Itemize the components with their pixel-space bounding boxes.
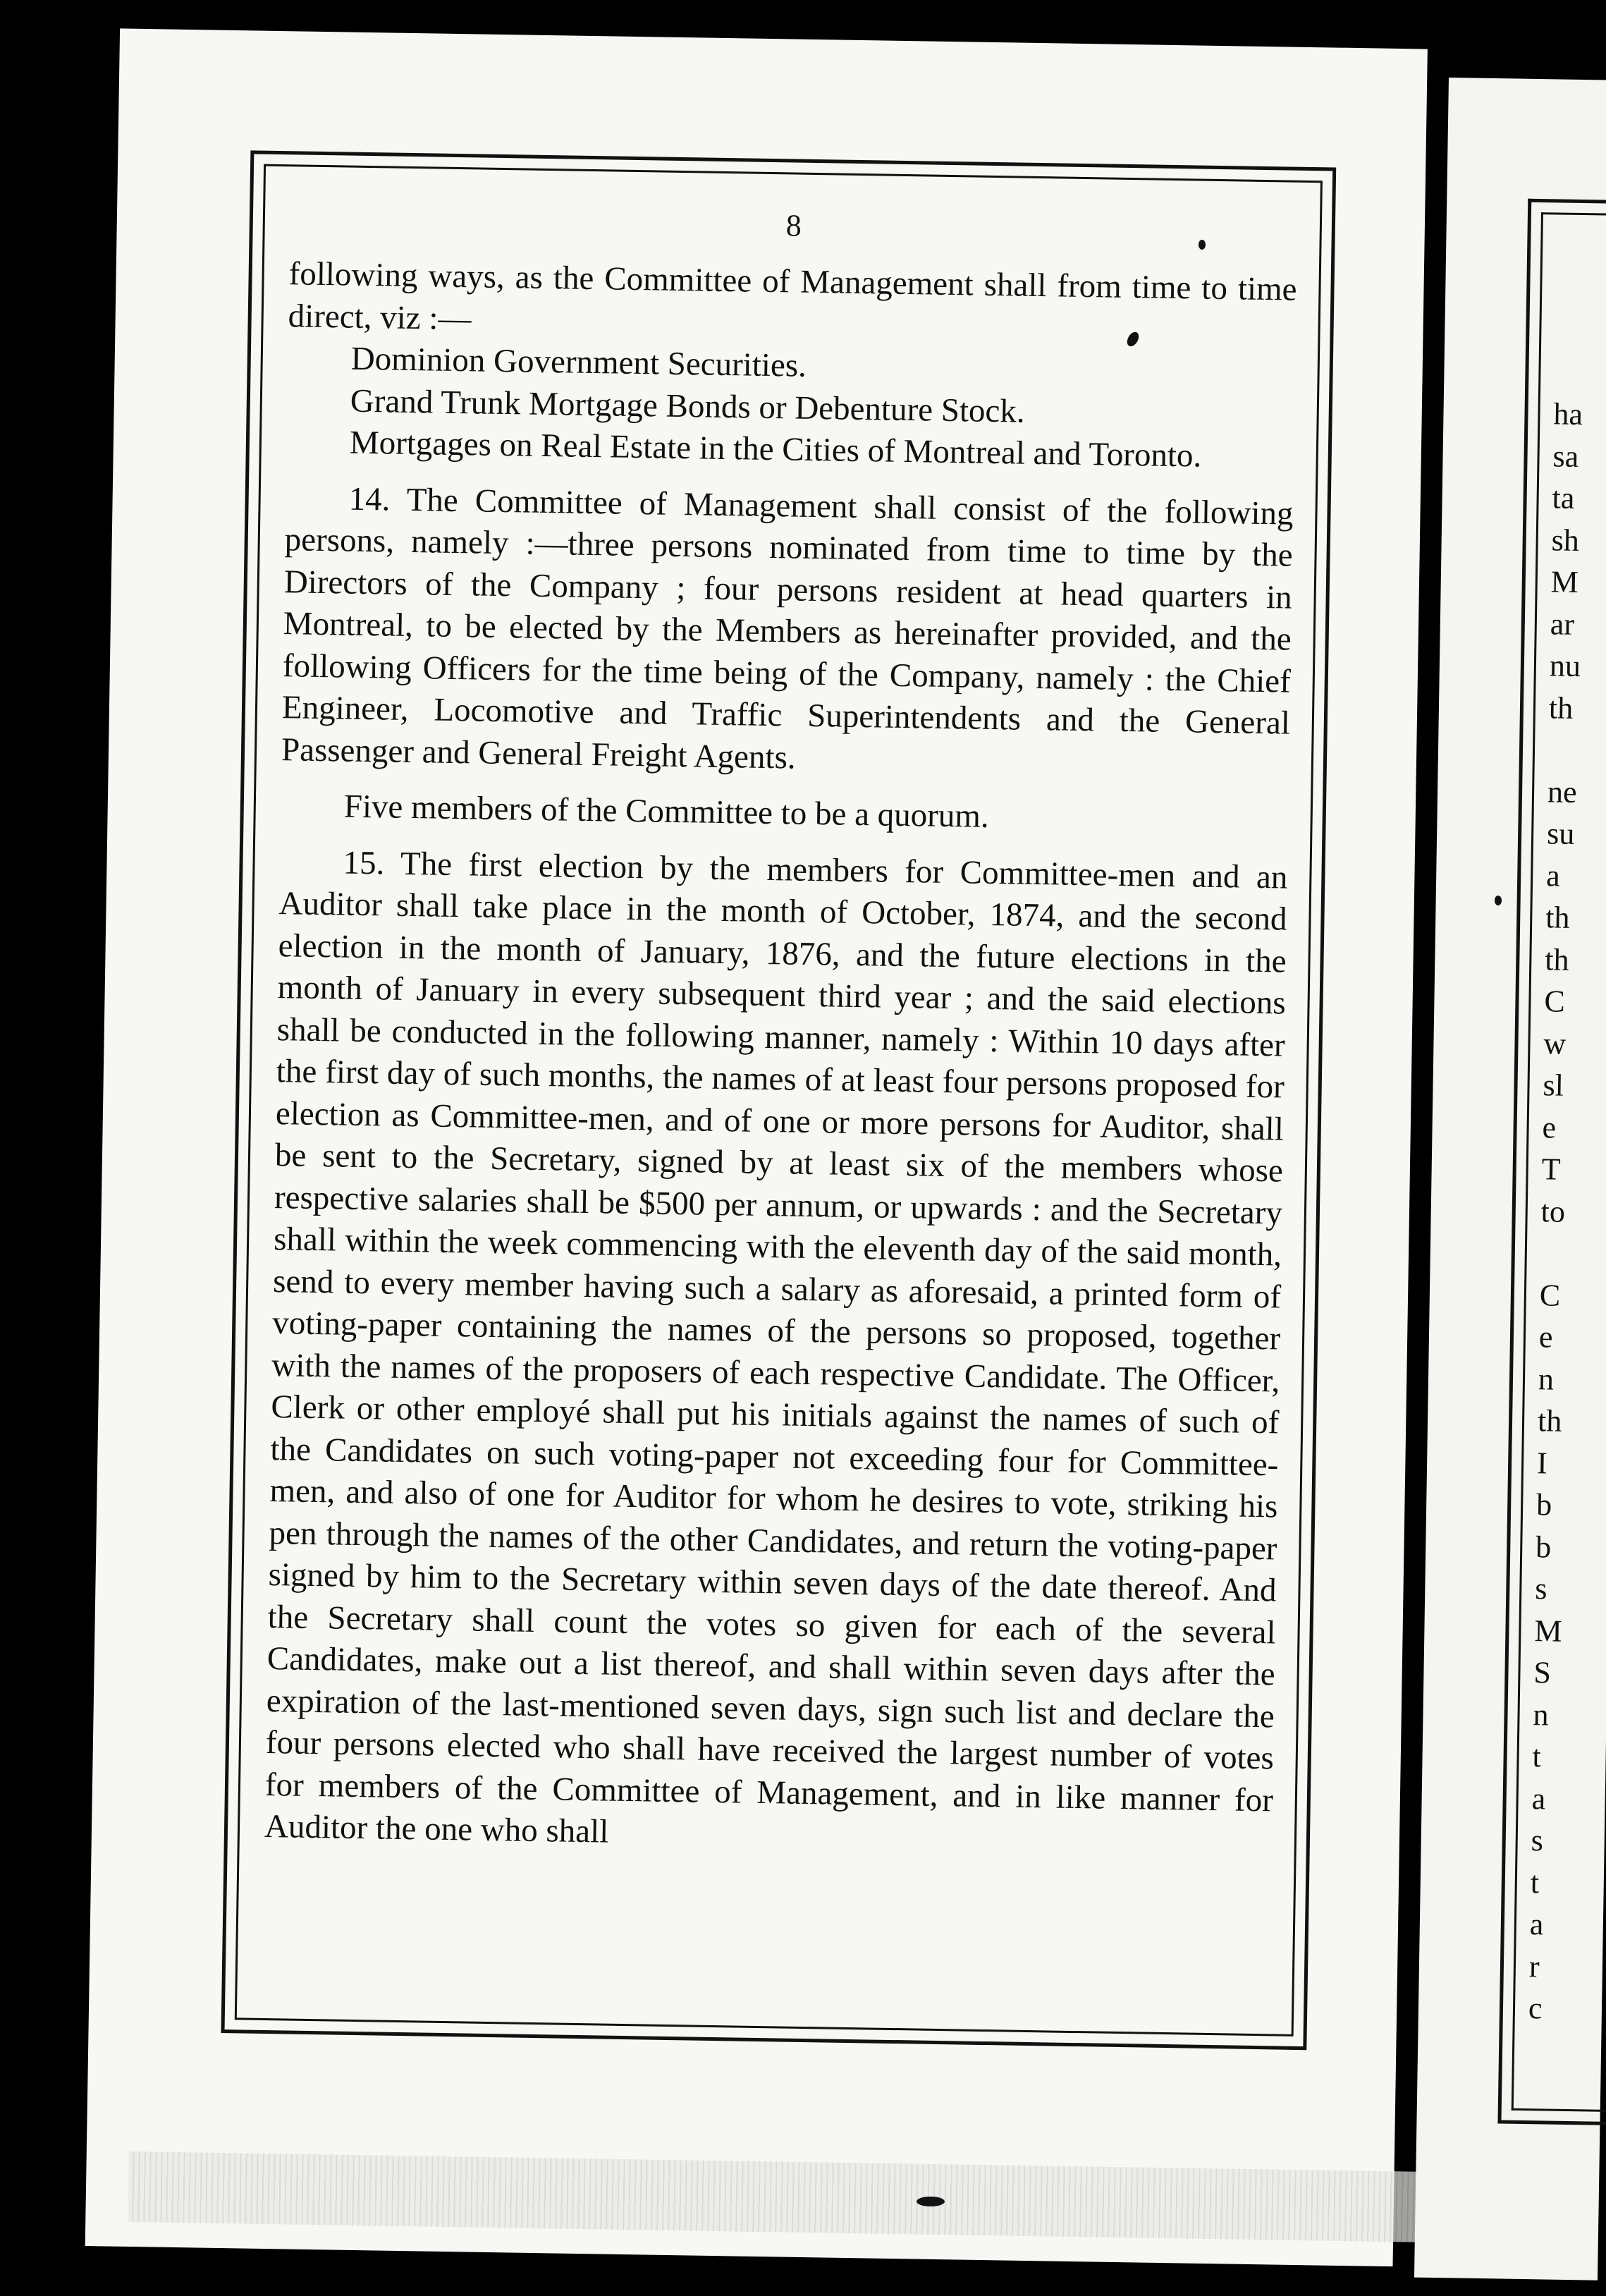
paragraph-list bbox=[264, 253, 1297, 1864]
adjacent-line-fragment: nu bbox=[1549, 648, 1581, 684]
adjacent-line-fragment: a bbox=[1531, 1781, 1546, 1816]
investment-list-item: Mortgages on Real Estate in the Cities of Montreal and Toronto. bbox=[349, 424, 1202, 475]
adjacent-line-fragment: th bbox=[1548, 690, 1574, 726]
adjacent-line-fragment: to bbox=[1540, 1193, 1566, 1229]
adjacent-line-fragment: sa bbox=[1552, 438, 1579, 474]
adjacent-line-fragment: S bbox=[1533, 1655, 1552, 1690]
adjacent-line-fragment bbox=[1540, 1232, 1583, 1274]
adjacent-line-fragment: n bbox=[1538, 1361, 1555, 1397]
paragraph: 14. The Committee of Management shall consist of the following persons, namely :—three persons nominated from time to time by the Directors of the Company ; four persons resident at head quarters in Montreal, to be elected by the Members as hereinafter provided, and the following Officers for the time being of the Company, namely : the Chief Engineer, Locomotive and Traffic Superintendents and the General Passenger and General Freight Agents. bbox=[281, 480, 1294, 776]
adjacent-line-fragment: a bbox=[1545, 857, 1561, 893]
adjacent-line-fragment: C bbox=[1539, 1277, 1561, 1313]
adjacent-line-fragment: sl bbox=[1543, 1068, 1564, 1103]
adjacent-line-fragment: n bbox=[1533, 1697, 1549, 1733]
investment-list-item: Grand Trunk Mortgage Bonds or Debenture Stock. bbox=[350, 382, 1026, 430]
adjacent-line-fragment: sh bbox=[1551, 522, 1580, 558]
adjacent-line-fragment: th bbox=[1544, 941, 1569, 977]
page-text bbox=[264, 197, 1299, 1864]
adjacent-line-fragment: s bbox=[1534, 1571, 1547, 1606]
page-number: 8 bbox=[785, 208, 802, 243]
adjacent-page-border bbox=[1497, 199, 1606, 2126]
adjacent-line-fragment: ha bbox=[1553, 396, 1583, 432]
adjacent-page bbox=[1414, 78, 1606, 2280]
paragraph: following ways, as the Committee of Management shall from time to time direct, viz :— bbox=[288, 255, 1297, 337]
adjacent-line-fragment bbox=[1548, 728, 1591, 771]
adjacent-line-fragment: I bbox=[1536, 1445, 1548, 1480]
page-border-outer bbox=[221, 150, 1336, 2050]
adjacent-line-fragment: t bbox=[1530, 1864, 1540, 1900]
adjacent-line-fragment: b bbox=[1535, 1487, 1552, 1522]
adjacent-line-fragment: b bbox=[1535, 1529, 1552, 1565]
adjacent-line-fragment: T bbox=[1541, 1152, 1561, 1187]
scan-speck bbox=[917, 2197, 945, 2206]
adjacent-line-fragment: w bbox=[1543, 1025, 1567, 1061]
adjacent-line-fragment: e bbox=[1538, 1319, 1553, 1355]
adjacent-line-fragment: t bbox=[1532, 1739, 1542, 1774]
adjacent-line-fragment: ne bbox=[1547, 774, 1578, 810]
scan-speck bbox=[1199, 240, 1206, 250]
scanned-page bbox=[85, 28, 1428, 2266]
adjacent-line-fragment: th bbox=[1537, 1403, 1562, 1439]
adjacent-line-fragment: ta bbox=[1552, 480, 1575, 515]
adjacent-line-fragment: s bbox=[1531, 1823, 1544, 1858]
investment-list-item: Dominion Government Securities. bbox=[350, 340, 807, 384]
paragraph: Five members of the Committee to be a quorum. bbox=[343, 788, 990, 835]
adjacent-line-fragment: r bbox=[1528, 1948, 1540, 1984]
adjacent-line-fragment: a bbox=[1529, 1907, 1544, 1942]
adjacent-line-fragment: su bbox=[1546, 816, 1575, 851]
adjacent-line-fragment: M bbox=[1550, 564, 1579, 599]
paragraph: 15. The first election by the members for Committee-men and an Auditor shall take place in the month of October, 1874, and the second election in the month of January, 1876, and the future elections in the month of January in every subsequent third year ; and the said elections shall be conducted in the following manner, namely : Within 10 days after the first day of such months, the names of at least four persons proposed for election as Committee-men, and of one or more persons for Auditor, shall be sent to the Secretary, signed by at least six of the members whose respective salaries shall be $500 per annum, or upwards : and the Secretary shall within the week commencing with the eleventh day of the said month, send to every member having such a salary as aforesaid, a printed form of voting-paper containing the names of the persons so proposed, together with the names of the proposers of each respective Candidate. The Officer, Clerk or other employé shall put his initials against the names of such of the Candidates on such voting-paper not exceeding four for Committee-men, and also of one for Auditor for whom he desires to vote, striking his pen through the names of the other Candidates, and return the voting-paper signed by him to the Secretary within seven days of the date thereof. And the Secretary shall count the votes so given for each of the several Candidates, make out a list thereof, and shall within seven days after the expiration of the last-mentioned seven days, sign such list and declare the four persons elected who shall have received the largest number of votes for members of the Committee of Management, and in like manner for Auditor the one who shall bbox=[264, 844, 1288, 1850]
scan-speck bbox=[1495, 896, 1502, 905]
adjacent-line-fragment: c bbox=[1528, 1991, 1543, 2026]
adjacent-line-fragment: e bbox=[1542, 1109, 1557, 1145]
adjacent-line-fragment: ar bbox=[1550, 606, 1575, 642]
adjacent-line-fragment: th bbox=[1545, 900, 1570, 935]
adjacent-line-fragment: C bbox=[1544, 984, 1566, 1019]
adjacent-line-fragment: M bbox=[1534, 1613, 1562, 1649]
page-bottom-edge bbox=[128, 2151, 1510, 2244]
